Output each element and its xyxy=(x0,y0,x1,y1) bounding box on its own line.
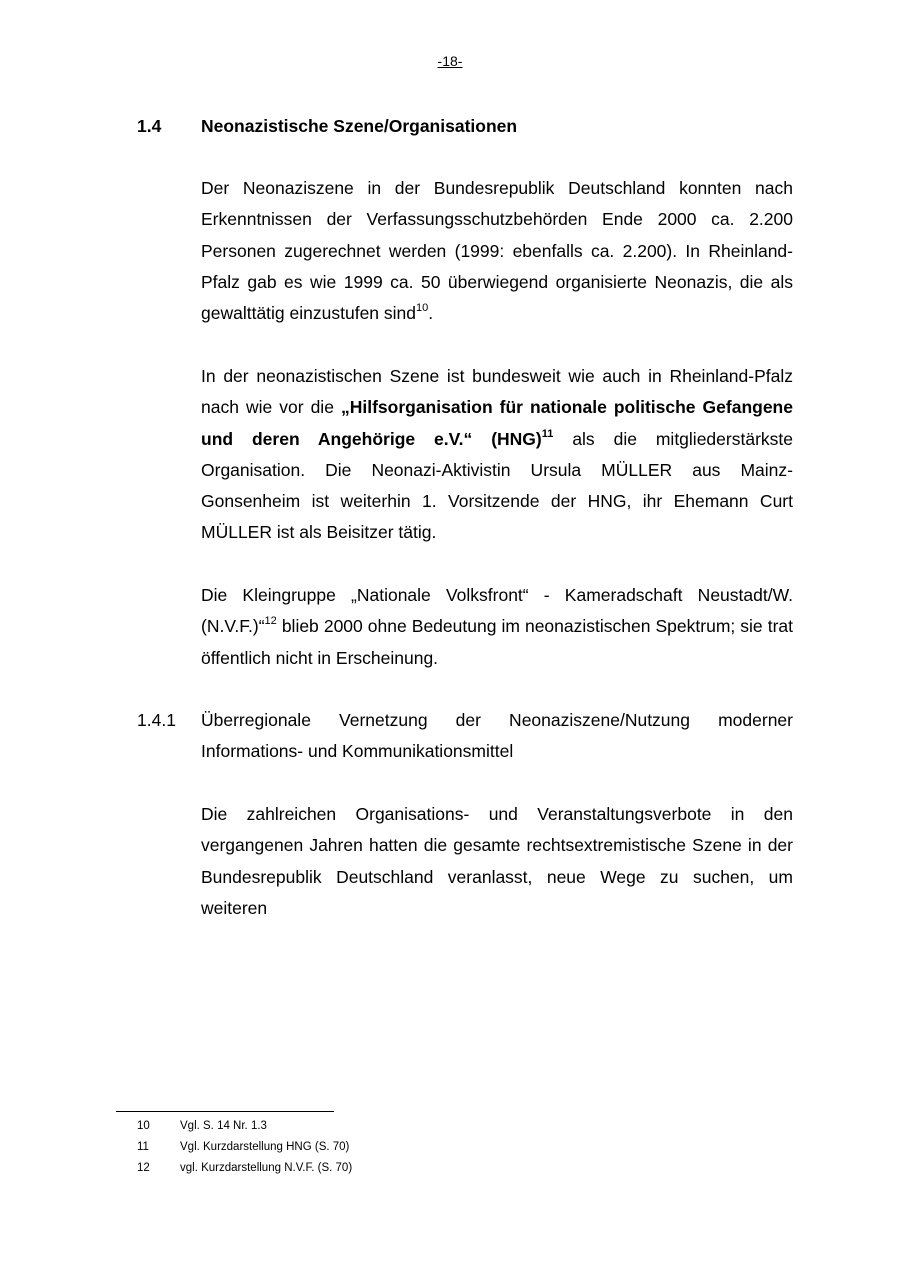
footnotes xyxy=(137,1116,352,1179)
paragraph-nvf xyxy=(201,580,793,674)
section-heading xyxy=(137,116,517,137)
paragraph-hng xyxy=(201,361,793,549)
footnote-divider xyxy=(116,1111,334,1112)
paragraph-text-before: In der neonazistischen Szene ist bundesweit wie auch in Rheinland-Pfalz nach wie vor die xyxy=(201,366,793,418)
footnote-text: Vgl. S. 14 Nr. 1.3 xyxy=(180,1120,267,1132)
footnote-number: 11 xyxy=(137,1141,149,1153)
footnote-10 xyxy=(137,1116,352,1137)
organisation-name-bold: „Hilfsorganisation für nationale politische Gefangene und deren Angehörige e.V.“ (HNG) xyxy=(201,397,793,449)
paragraph-text: Die zahlreichen Organisations- und Veranstaltungsverbote in den vergangenen Jahren hatten die gesamte rechtsextremistische Szene in der Bundesrepublik Deutschland veranlasst, neue Wege zu suchen, um weiteren xyxy=(201,804,793,918)
footnote-12 xyxy=(137,1158,352,1179)
paragraph-text: Der Neonaziszene in der Bundesrepublik Deutschland konnten nach Erkenntnissen der Verfassungsschutzbehörden Ende 2000 ca. 2.200 Personen zugerechnet werden (1999: ebenfalls ca. 2.200). In Rheinland-Pfalz gab es wie 1999 ca. 50 überwiegend organisierte Neonazis, die als gewalttätig einzustufen sind xyxy=(201,178,793,324)
footnote-text: vgl. Kurzdarstellung N.V.F. (S. 70) xyxy=(180,1162,353,1174)
section-number: 1.4 xyxy=(137,116,162,136)
footnote-ref-12: 12 xyxy=(264,615,277,628)
footnote-ref-11: 11 xyxy=(541,427,554,440)
footnote-number: 10 xyxy=(137,1120,150,1132)
footnote-text: Vgl. Kurzdarstellung HNG (S. 70) xyxy=(180,1141,350,1153)
page-number-text: -18- xyxy=(437,53,463,69)
subsection-number: 1.4.1 xyxy=(137,710,176,730)
footnote-11 xyxy=(137,1137,352,1158)
paragraph-text-after: blieb 2000 ohne Bedeutung im neonazistischen Spektrum; sie trat öffentlich nicht in Erscheinung. xyxy=(201,616,793,668)
paragraph-end: . xyxy=(428,303,434,324)
paragraph-neonazi-count xyxy=(201,173,793,329)
page-number xyxy=(0,53,900,69)
subsection-title: Überregionale Vernetzung der Neonaziszene/Nutzung moderner Informations- und Kommunikationsmittel xyxy=(201,710,793,762)
section-title: Neonazistische Szene/Organisationen xyxy=(201,116,518,136)
paragraph-verbote xyxy=(201,799,793,924)
subsection-heading xyxy=(137,705,793,768)
footnote-ref-10: 10 xyxy=(416,302,429,315)
paragraph-text-before: Die Kleingruppe „Nationale Volksfront“ - Kameradschaft Neustadt/W. (N.V.F.)“ xyxy=(201,585,793,637)
footnote-number: 12 xyxy=(137,1162,150,1174)
paragraph-text-after: als die mitgliederstärkste Organisation. Die Neonazi-Aktivistin Ursula MÜLLER aus Mainz-Gonsenheim ist weiterhin 1. Vorsitzende der HNG, ihr Ehemann Curt MÜLLER ist als Beisitzer tätig. xyxy=(201,428,793,543)
